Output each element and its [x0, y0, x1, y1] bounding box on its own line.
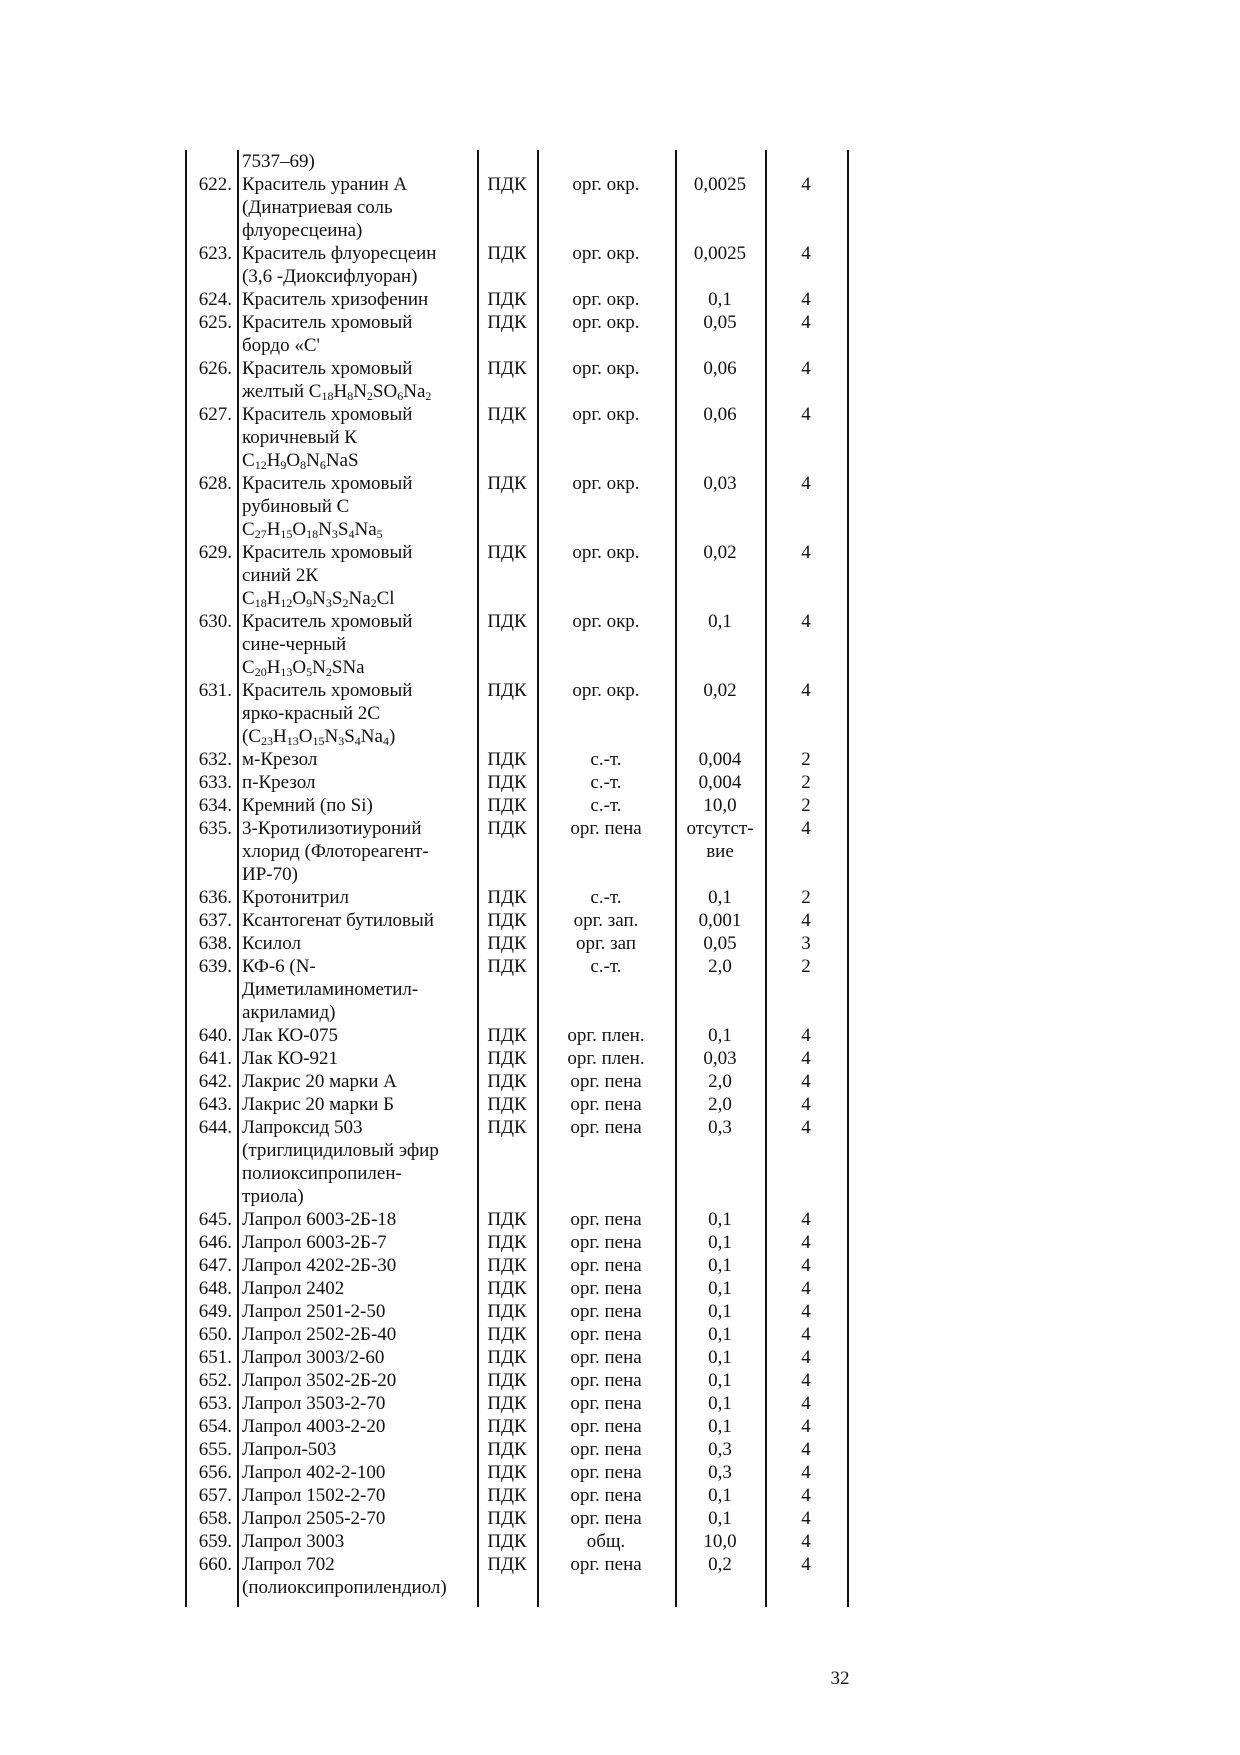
table-row: [185, 1369, 847, 1392]
table-body: [185, 150, 847, 1599]
substance-name: Краситель хромовый желтый $C_{18}H_8N_2SO_6Na_2$: [242, 358, 432, 403]
table-row: [185, 242, 847, 288]
norm-value: 0,1: [708, 289, 732, 310]
substance-name: Краситель хромовый бордо «С': [242, 312, 413, 356]
norm-value: 0,1: [708, 1485, 732, 1506]
norm-value: 0,1: [708, 1508, 732, 1529]
norm-value: 0,2: [708, 1554, 732, 1575]
norm-value: 0,1: [708, 1255, 732, 1276]
norm-type: ПДК: [487, 795, 527, 816]
hazard-class: 4: [801, 1508, 811, 1529]
norm-value: 10,0: [703, 795, 737, 816]
table-row: [185, 1277, 847, 1300]
norm-type: ПДК: [487, 1232, 527, 1253]
norm-type: ПДК: [487, 933, 527, 954]
hazard-class: 4: [801, 1531, 811, 1552]
norm-value: 2,0: [708, 1094, 732, 1115]
norm-type: ПДК: [487, 1301, 527, 1322]
norm-value: 0,1: [708, 1393, 732, 1414]
substance-name: Лапроксид 503 (триглицидиловый эфир полиоксипропилен- триола): [242, 1117, 439, 1207]
substance-name: Лапрол 4003-2-20: [242, 1416, 386, 1437]
substance-name: Лапрол 6003-2Б-18: [242, 1209, 397, 1230]
hazard-class: 4: [801, 312, 811, 333]
table-row: [185, 1346, 847, 1369]
limiting-indicator: с.-т.: [590, 749, 622, 770]
row-number: 642.: [198, 1071, 232, 1092]
table-row: [185, 1024, 847, 1047]
table-row: [185, 1530, 847, 1553]
norm-type: ПДК: [487, 680, 527, 701]
row-number: 654.: [198, 1416, 232, 1437]
norm-value: 0,1: [708, 1416, 732, 1437]
norm-type: ПДК: [487, 1462, 527, 1483]
limiting-indicator: орг. пена: [570, 1485, 642, 1506]
norm-value: 0,1: [708, 1301, 732, 1322]
norm-type: ПДК: [487, 1370, 527, 1391]
table-row: [185, 679, 847, 748]
limiting-indicator: орг. пена: [570, 1347, 642, 1368]
table-row: [185, 1323, 847, 1346]
substance-name: Лапрол 3003/2-60: [242, 1347, 385, 1368]
limiting-indicator: орг. окр.: [572, 312, 640, 333]
continuation-row: [185, 150, 847, 173]
norm-value: 0,3: [708, 1439, 732, 1460]
row-number: 658.: [198, 1508, 232, 1529]
limiting-indicator: орг. пена: [570, 1416, 642, 1437]
row-number: 622.: [198, 174, 232, 195]
table-row: [185, 541, 847, 610]
page-number: 32: [830, 1668, 850, 1689]
table-row: [185, 794, 847, 817]
limiting-indicator: орг. пена: [570, 1439, 642, 1460]
substance-name: КФ-6 (N- Диметиламинометил- акриламид): [242, 956, 419, 1023]
limiting-indicator: орг. пена: [570, 1393, 642, 1414]
norm-value: 0,05: [703, 312, 737, 333]
hazard-class: 4: [801, 542, 811, 563]
row-number: 641.: [198, 1048, 232, 1069]
hazard-class: 4: [801, 358, 811, 379]
hazard-class: 4: [801, 611, 811, 632]
substance-name: п-Крезол: [242, 772, 316, 793]
norm-value: 0,1: [708, 1025, 732, 1046]
substance-name: Лапрол 702 (полиоксипропилендиол): [242, 1554, 447, 1598]
limiting-indicator: орг. окр.: [572, 358, 640, 379]
row-number: 657.: [198, 1485, 232, 1506]
row-number: 650.: [198, 1324, 232, 1345]
hazard-class: 4: [801, 404, 811, 425]
norm-type: ПДК: [487, 1347, 527, 1368]
limiting-indicator: с.-т.: [590, 956, 622, 977]
hazard-class: 4: [801, 1393, 811, 1414]
limiting-indicator: орг. пена: [570, 1255, 642, 1276]
table-row: [185, 1047, 847, 1070]
row-number: 655.: [198, 1439, 232, 1460]
norm-value: 0,03: [703, 1048, 737, 1069]
row-number: 636.: [198, 887, 232, 908]
row-number: 634.: [198, 795, 232, 816]
norm-value: 0,1: [708, 1347, 732, 1368]
table-row: [185, 748, 847, 771]
row-number: 649.: [198, 1301, 232, 1322]
row-number: 643.: [198, 1094, 232, 1115]
norm-value: 0,03: [703, 473, 737, 494]
column-divider: [237, 150, 239, 1607]
substance-name: Лапрол 2501-2-50: [242, 1301, 386, 1322]
table-row: [185, 1461, 847, 1484]
limiting-indicator: орг. пена: [570, 1508, 642, 1529]
table-row: [185, 288, 847, 311]
limiting-indicator: орг. окр.: [572, 289, 640, 310]
table-row: [185, 1438, 847, 1461]
row-number: 647.: [198, 1255, 232, 1276]
table-row: [185, 1484, 847, 1507]
limiting-indicator: орг. окр.: [572, 243, 640, 264]
hazard-class: 4: [801, 174, 811, 195]
norm-value: 0,1: [708, 611, 732, 632]
hazard-class: 4: [801, 1094, 811, 1115]
substance-name: Краситель флуоресцеин (3,6 -Диоксифлуоран): [242, 243, 437, 287]
norm-value: 2,0: [708, 956, 732, 977]
substance-name: Кремний (по Si): [242, 795, 373, 816]
norm-type: ПДК: [487, 1416, 527, 1437]
hazard-class: 4: [801, 1439, 811, 1460]
norm-type: ПДК: [487, 473, 527, 494]
norm-type: ПДК: [487, 1554, 527, 1575]
norm-value: 0,1: [708, 887, 732, 908]
row-number: 656.: [198, 1462, 232, 1483]
row-number: 625.: [198, 312, 232, 333]
norm-type: ПДК: [487, 1278, 527, 1299]
substance-name: Ксилол: [242, 933, 302, 954]
table-row: [185, 817, 847, 886]
limiting-indicator: орг. пена: [570, 1209, 642, 1230]
norm-type: ПДК: [487, 772, 527, 793]
row-number: 644.: [198, 1117, 232, 1138]
hazard-class: 4: [801, 680, 811, 701]
substance-name: Лакрис 20 марки А: [242, 1071, 397, 1092]
substance-name: Лапрол 1502-2-70: [242, 1485, 386, 1506]
hazard-class: 4: [801, 1048, 811, 1069]
substance-name: Ксантогенат бутиловый: [242, 910, 434, 931]
norm-value: 0,3: [708, 1462, 732, 1483]
hazard-class: 4: [801, 1255, 811, 1276]
hazard-class: 4: [801, 1554, 811, 1575]
hazard-class: 4: [801, 1278, 811, 1299]
norm-value: 0,1: [708, 1232, 732, 1253]
hazard-class: 4: [801, 1209, 811, 1230]
norm-value: 0,0025: [693, 174, 747, 195]
hazard-class: 4: [801, 1370, 811, 1391]
norm-value: 0,1: [708, 1278, 732, 1299]
row-number: 633.: [198, 772, 232, 793]
hazard-class: 4: [801, 1071, 811, 1092]
norm-value: 10,0: [703, 1531, 737, 1552]
limiting-indicator: орг. окр.: [572, 174, 640, 195]
limiting-indicator: орг. пена: [570, 1117, 642, 1138]
norm-type: ПДК: [487, 312, 527, 333]
table-row: [185, 955, 847, 1024]
hazard-class: 4: [801, 1324, 811, 1345]
limiting-indicator: орг. пена: [570, 1232, 642, 1253]
norm-type: ПДК: [487, 611, 527, 632]
limiting-indicator: орг. пена: [570, 1094, 642, 1115]
substance-name: Лак КО-921: [242, 1048, 339, 1069]
hazard-class: 3: [801, 933, 811, 954]
limiting-indicator: орг. пена: [570, 1071, 642, 1092]
table-row: [185, 1300, 847, 1323]
limiting-indicator: с.-т.: [590, 772, 622, 793]
substance-name: Краситель хромовый коричневый К $C_{12}H_9O_8N_6NaS$: [242, 404, 413, 472]
norm-type: ПДК: [487, 1209, 527, 1230]
limiting-indicator: орг. пена: [570, 1301, 642, 1322]
norm-value: 0,3: [708, 1117, 732, 1138]
substance-name: Краситель хромовый ярко-красный 2С $(C_{23}H_{13}O_{15}N_3S_4Na_4)$: [242, 680, 413, 748]
row-number: 640.: [198, 1025, 232, 1046]
table-row: [185, 771, 847, 794]
limiting-indicator: общ.: [586, 1531, 626, 1552]
norm-type: ПДК: [487, 1071, 527, 1092]
substance-name: Краситель хромовый синий 2К $C_{18}H_{12}O_9N_3S_2Na_2Cl$: [242, 542, 413, 610]
substance-name: 3-Кротилизотиуроний хлорид (Флотореагент- ИР-70): [242, 818, 429, 885]
norm-value: 0,1: [708, 1324, 732, 1345]
substance-name: Краситель уранин А (Динатриевая соль флуоресцеина): [242, 174, 408, 241]
row-number: 637.: [198, 910, 232, 931]
row-number: 660.: [198, 1554, 232, 1575]
limiting-indicator: орг. пена: [570, 1554, 642, 1575]
hazard-class: 4: [801, 289, 811, 310]
hazard-class: 4: [801, 1025, 811, 1046]
norm-value: 0,004: [698, 749, 742, 770]
table-row: [185, 1070, 847, 1093]
row-number: 629.: [198, 542, 232, 563]
norm-value: 0,001: [698, 910, 742, 931]
substance-name: Лапрол 3502-2Б-20: [242, 1370, 397, 1391]
norm-type: ПДК: [487, 1255, 527, 1276]
table-row: [185, 1507, 847, 1530]
row-number: 638.: [198, 933, 232, 954]
continuation-text: 7537–69): [242, 151, 315, 172]
substance-name: Краситель хромовый сине-черный $C_{20}H_{13}O_5N_2SNa$: [242, 611, 413, 679]
hazard-class: 4: [801, 1416, 811, 1437]
table-row: [185, 1093, 847, 1116]
norm-value: отсутст- вие: [686, 818, 754, 862]
table-row: [185, 909, 847, 932]
limiting-indicator: орг. пена: [570, 1370, 642, 1391]
row-number: 628.: [198, 473, 232, 494]
hazard-class: 4: [801, 1462, 811, 1483]
norm-type: ПДК: [487, 243, 527, 264]
norm-type: ПДК: [487, 358, 527, 379]
table-row: [185, 1553, 847, 1599]
table-border-right: [847, 150, 849, 1607]
hazard-class: 4: [801, 1232, 811, 1253]
row-number: 626.: [198, 358, 232, 379]
substance-name: Краситель хризофенин: [242, 289, 429, 310]
substance-name: Краситель хромовый рубиновый С $C_{27}H_{15}O_{18}N_3S_4Na_5$: [242, 473, 413, 541]
norm-type: ПДК: [487, 289, 527, 310]
norm-type: ПДК: [487, 1094, 527, 1115]
norm-type: ПДК: [487, 542, 527, 563]
norm-type: ПДК: [487, 1439, 527, 1460]
limiting-indicator: орг. пена: [570, 818, 642, 839]
norm-type: ПДК: [487, 1117, 527, 1138]
row-number: 639.: [198, 956, 232, 977]
column-divider: [537, 150, 539, 1607]
substance-name: Лапрол 4202-2Б-30: [242, 1255, 397, 1276]
row-number: 624.: [198, 289, 232, 310]
substance-name: Лапрол 402-2-100: [242, 1462, 386, 1483]
hazard-class: 2: [801, 887, 811, 908]
hazard-class: 2: [801, 772, 811, 793]
table-row: [185, 1208, 847, 1231]
substance-name: Лапрол 2402: [242, 1278, 345, 1299]
norm-type: ПДК: [487, 1485, 527, 1506]
row-number: 653.: [198, 1393, 232, 1414]
limiting-indicator: орг. зап: [575, 933, 636, 954]
row-number: 623.: [198, 243, 232, 264]
norm-value: 0,02: [703, 542, 737, 563]
norm-type: ПДК: [487, 1025, 527, 1046]
table-row: [185, 1415, 847, 1438]
hazard-class: 4: [801, 243, 811, 264]
substance-name: Лапрол 2505-2-70: [242, 1508, 386, 1529]
norm-type: ПДК: [487, 1048, 527, 1069]
table-row: [185, 311, 847, 357]
limiting-indicator: орг. окр.: [572, 680, 640, 701]
norm-type: ПДК: [487, 1531, 527, 1552]
limiting-indicator: орг. пена: [570, 1324, 642, 1345]
column-divider: [675, 150, 677, 1607]
norm-type: ПДК: [487, 910, 527, 931]
table-row: [185, 1231, 847, 1254]
limiting-indicator: орг. зап.: [573, 910, 639, 931]
limiting-indicator: с.-т.: [590, 795, 622, 816]
norm-type: ПДК: [487, 749, 527, 770]
hazard-class: 4: [801, 1485, 811, 1506]
norm-type: ПДК: [487, 404, 527, 425]
substance-name: Лакрис 20 марки Б: [242, 1094, 395, 1115]
norm-value: 0,004: [698, 772, 742, 793]
hazard-class: 4: [801, 1347, 811, 1368]
limiting-indicator: орг. пена: [570, 1462, 642, 1483]
norm-type: ПДК: [487, 1508, 527, 1529]
hazard-class: 4: [801, 473, 811, 494]
norm-value: 0,1: [708, 1209, 732, 1230]
norm-type: ПДК: [487, 956, 527, 977]
limiting-indicator: с.-т.: [590, 887, 622, 908]
column-divider: [477, 150, 479, 1607]
table-row: [185, 173, 847, 242]
limiting-indicator: орг. окр.: [572, 473, 640, 494]
norm-type: ПДК: [487, 818, 527, 839]
norm-value: 0,1: [708, 1370, 732, 1391]
norm-value: 0,0025: [693, 243, 747, 264]
norm-value: 0,06: [703, 404, 737, 425]
norm-type: ПДК: [487, 174, 527, 195]
norm-value: 2,0: [708, 1071, 732, 1092]
row-number: 659.: [198, 1531, 232, 1552]
row-number: 631.: [198, 680, 232, 701]
limiting-indicator: орг. плен.: [567, 1025, 645, 1046]
limiting-indicator: орг. окр.: [572, 542, 640, 563]
limiting-indicator: орг. окр.: [572, 611, 640, 632]
row-number: 645.: [198, 1209, 232, 1230]
table-row: [185, 357, 847, 403]
substance-name: Кротонитрил: [242, 887, 349, 908]
row-number: 635.: [198, 818, 232, 839]
norm-type: ПДК: [487, 887, 527, 908]
substance-name: Лапрол 3503-2-70: [242, 1393, 386, 1414]
hazard-class: 2: [801, 795, 811, 816]
column-divider: [765, 150, 767, 1607]
limiting-indicator: орг. пена: [570, 1278, 642, 1299]
norm-value: 0,06: [703, 358, 737, 379]
limiting-indicator: орг. окр.: [572, 404, 640, 425]
hazard-class: 4: [801, 1117, 811, 1138]
substance-name: Лапрол 6003-2Б-7: [242, 1232, 387, 1253]
norm-value: 0,02: [703, 680, 737, 701]
table-row: [185, 1254, 847, 1277]
table-row: [185, 472, 847, 541]
hazard-class: 4: [801, 818, 811, 839]
row-number: 646.: [198, 1232, 232, 1253]
norm-type: ПДК: [487, 1324, 527, 1345]
row-number: 630.: [198, 611, 232, 632]
table-row: [185, 610, 847, 679]
row-number: 651.: [198, 1347, 232, 1368]
substances-table: [185, 150, 847, 1607]
row-number: 632.: [198, 749, 232, 770]
table-row: [185, 1116, 847, 1208]
substance-name: Лапрол 2502-2Б-40: [242, 1324, 397, 1345]
row-number: 648.: [198, 1278, 232, 1299]
substance-name: м-Крезол: [242, 749, 318, 770]
hazard-class: 4: [801, 1301, 811, 1322]
limiting-indicator: орг. плен.: [567, 1048, 645, 1069]
table-row: [185, 403, 847, 472]
substance-name: Лак КО-075: [242, 1025, 339, 1046]
row-number: 627.: [198, 404, 232, 425]
hazard-class: 4: [801, 910, 811, 931]
row-number: 652.: [198, 1370, 232, 1391]
norm-type: ПДК: [487, 1393, 527, 1414]
table-row: [185, 886, 847, 909]
hazard-class: 2: [801, 956, 811, 977]
norm-value: 0,05: [703, 933, 737, 954]
table-border-left: [185, 150, 187, 1607]
substance-name: Лапрол-503: [242, 1439, 337, 1460]
table-row: [185, 932, 847, 955]
table-row: [185, 1392, 847, 1415]
hazard-class: 2: [801, 749, 811, 770]
substance-name: Лапрол 3003: [242, 1531, 345, 1552]
